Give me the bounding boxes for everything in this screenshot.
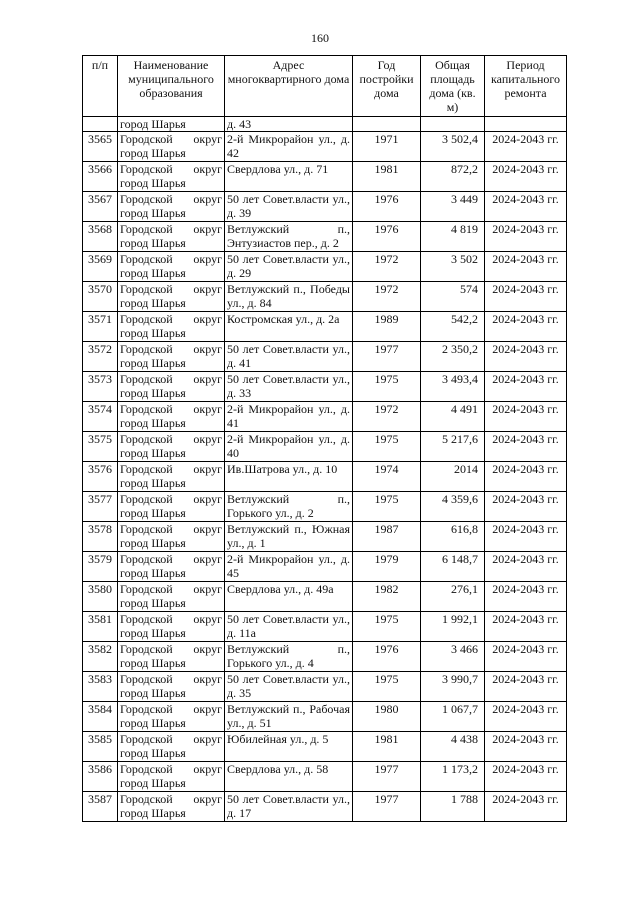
- cell-num: 3586: [83, 762, 118, 792]
- cell-municipality: Городской округ город Шарья: [118, 642, 225, 672]
- cell-address: Ив.Шатрова ул., д. 10: [225, 462, 353, 492]
- cell-municipality: Городской округ город Шарья: [118, 252, 225, 282]
- cell-year: 1979: [353, 552, 421, 582]
- table-row: [83, 192, 567, 222]
- cell-address: Ветлужский п., Южная ул., д. 1: [225, 522, 353, 552]
- cell-area: 3 493,4: [421, 372, 485, 402]
- cell-address: Юбилейная ул., д. 5: [225, 732, 353, 762]
- table-row: [83, 762, 567, 792]
- cell-area: 3 466: [421, 642, 485, 672]
- table-row: [83, 372, 567, 402]
- cell-year: 1977: [353, 762, 421, 792]
- table-row: [83, 132, 567, 162]
- cell-area: 6 148,7: [421, 552, 485, 582]
- cell-municipality: Городской округ город Шарья: [118, 282, 225, 312]
- cell-address: 2-й Микрорайон ул., д. 45: [225, 552, 353, 582]
- table-row: [83, 162, 567, 192]
- cell-period: 2024-2043 гг.: [485, 162, 567, 192]
- cell-year: 1976: [353, 192, 421, 222]
- cell-area: 542,2: [421, 312, 485, 342]
- page-number: 160: [311, 31, 329, 45]
- cell-area: 2 350,2: [421, 342, 485, 372]
- cell-area: 4 819: [421, 222, 485, 252]
- cell-num: 3573: [83, 372, 118, 402]
- cell-address: 50 лет Совет.власти ул., д. 11а: [225, 612, 353, 642]
- cell-period: 2024-2043 гг.: [485, 252, 567, 282]
- cell-address: 50 лет Совет.власти ул., д. 17: [225, 792, 353, 822]
- table-row: [83, 402, 567, 432]
- cell-num: 3580: [83, 582, 118, 612]
- housing-registry-table: [82, 55, 567, 822]
- cell-municipality: Городской округ город Шарья: [118, 792, 225, 822]
- cell-municipality: Городской округ город Шарья: [118, 192, 225, 222]
- cell-period: 2024-2043 гг.: [485, 792, 567, 822]
- cell-area: 1 173,2: [421, 762, 485, 792]
- cell-period: 2024-2043 гг.: [485, 642, 567, 672]
- table-row: [83, 552, 567, 582]
- table-row: [83, 642, 567, 672]
- cell-period: [485, 117, 567, 132]
- cell-municipality: Городской округ город Шарья: [118, 582, 225, 612]
- cell-num: 3583: [83, 672, 118, 702]
- cell-area: 4 491: [421, 402, 485, 432]
- cell-period: 2024-2043 гг.: [485, 612, 567, 642]
- cell-address: Костромская ул., д. 2а: [225, 312, 353, 342]
- cell-year: 1981: [353, 162, 421, 192]
- cell-num: 3572: [83, 342, 118, 372]
- cell-address: 2-й Микрорайон ул., д. 40: [225, 432, 353, 462]
- header-num: п/п: [83, 56, 118, 117]
- cell-num: 3581: [83, 612, 118, 642]
- cell-municipality: Городской округ город Шарья: [118, 612, 225, 642]
- cell-period: 2024-2043 гг.: [485, 732, 567, 762]
- cell-area: 1 788: [421, 792, 485, 822]
- cell-period: 2024-2043 гг.: [485, 312, 567, 342]
- cell-num: 3570: [83, 282, 118, 312]
- cell-municipality: Городской округ город Шарья: [118, 342, 225, 372]
- cell-area: 1 992,1: [421, 612, 485, 642]
- cell-municipality: Городской округ город Шарья: [118, 762, 225, 792]
- cell-municipality: Городской округ город Шарья: [118, 132, 225, 162]
- cell-area: 872,2: [421, 162, 485, 192]
- cell-area: 3 449: [421, 192, 485, 222]
- cell-area: 574: [421, 282, 485, 312]
- cell-municipality: Городской округ город Шарья: [118, 462, 225, 492]
- cell-address: Свердлова ул., д. 58: [225, 762, 353, 792]
- cell-period: 2024-2043 гг.: [485, 552, 567, 582]
- cell-municipality: Городской округ город Шарья: [118, 522, 225, 552]
- table-row: [83, 252, 567, 282]
- cell-area: 3 502: [421, 252, 485, 282]
- cell-address: Свердлова ул., д. 49а: [225, 582, 353, 612]
- cell-area: 3 990,7: [421, 672, 485, 702]
- cell-period: 2024-2043 гг.: [485, 192, 567, 222]
- cell-num: 3576: [83, 462, 118, 492]
- cell-period: 2024-2043 гг.: [485, 702, 567, 732]
- cell-period: 2024-2043 гг.: [485, 342, 567, 372]
- cell-period: 2024-2043 гг.: [485, 132, 567, 162]
- cell-address: Свердлова ул., д. 71: [225, 162, 353, 192]
- cell-year: 1976: [353, 642, 421, 672]
- cell-address: Ветлужский п., Энтузиастов пер., д. 2: [225, 222, 353, 252]
- cell-num: 3578: [83, 522, 118, 552]
- header-area: Общая площадь дома (кв. м): [421, 56, 485, 117]
- cell-period: 2024-2043 гг.: [485, 282, 567, 312]
- cell-address: Ветлужский п., Рабочая ул., д. 51: [225, 702, 353, 732]
- cell-year: 1974: [353, 462, 421, 492]
- cell-address: 50 лет Совет.власти ул., д. 41: [225, 342, 353, 372]
- cell-municipality: Городской округ город Шарья: [118, 402, 225, 432]
- cell-num: 3574: [83, 402, 118, 432]
- cell-year: 1989: [353, 312, 421, 342]
- cell-num: 3571: [83, 312, 118, 342]
- cell-municipality: город Шарья: [118, 117, 225, 132]
- cell-area: 4 359,6: [421, 492, 485, 522]
- table-row: [83, 702, 567, 732]
- table-row: [83, 582, 567, 612]
- cell-area: 3 502,4: [421, 132, 485, 162]
- table-row: [83, 612, 567, 642]
- cell-year: 1972: [353, 402, 421, 432]
- cell-num: 3567: [83, 192, 118, 222]
- cell-num: 3577: [83, 492, 118, 522]
- cell-period: 2024-2043 гг.: [485, 372, 567, 402]
- table-row: [83, 462, 567, 492]
- cell-address: д. 43: [225, 117, 353, 132]
- cell-address: 50 лет Совет.власти ул., д. 35: [225, 672, 353, 702]
- cell-year: 1975: [353, 492, 421, 522]
- table-row: [83, 792, 567, 822]
- cell-address: Ветлужский п., Победы ул., д. 84: [225, 282, 353, 312]
- table-row: [83, 312, 567, 342]
- cell-num: 3585: [83, 732, 118, 762]
- cell-municipality: Городской округ город Шарья: [118, 312, 225, 342]
- cell-year: 1987: [353, 522, 421, 552]
- cell-year: 1975: [353, 432, 421, 462]
- table-row-continuation: [83, 117, 567, 132]
- cell-year: 1975: [353, 672, 421, 702]
- cell-period: 2024-2043 гг.: [485, 402, 567, 432]
- cell-address: Ветлужский п., Горького ул., д. 4: [225, 642, 353, 672]
- header-municipality: Наименование муниципального образования: [118, 56, 225, 117]
- cell-year: 1977: [353, 342, 421, 372]
- cell-municipality: Городской округ город Шарья: [118, 492, 225, 522]
- cell-year: 1972: [353, 282, 421, 312]
- cell-municipality: Городской округ город Шарья: [118, 432, 225, 462]
- cell-address: Ветлужский п., Горького ул., д. 2: [225, 492, 353, 522]
- cell-num: 3566: [83, 162, 118, 192]
- table-row: [83, 432, 567, 462]
- cell-municipality: Городской округ город Шарья: [118, 672, 225, 702]
- cell-year: [353, 117, 421, 132]
- cell-num: 3579: [83, 552, 118, 582]
- table-row: [83, 492, 567, 522]
- cell-num: 3575: [83, 432, 118, 462]
- cell-address: 2-й Микрорайон ул., д. 42: [225, 132, 353, 162]
- cell-year: 1977: [353, 792, 421, 822]
- cell-year: 1976: [353, 222, 421, 252]
- table-body: [83, 117, 567, 822]
- cell-period: 2024-2043 гг.: [485, 522, 567, 552]
- cell-area: 616,8: [421, 522, 485, 552]
- cell-period: 2024-2043 гг.: [485, 672, 567, 702]
- table-header: [83, 56, 567, 117]
- cell-period: 2024-2043 гг.: [485, 492, 567, 522]
- cell-address: 2-й Микрорайон ул., д. 41: [225, 402, 353, 432]
- cell-period: 2024-2043 гг.: [485, 762, 567, 792]
- cell-municipality: Городской округ город Шарья: [118, 732, 225, 762]
- cell-year: 1982: [353, 582, 421, 612]
- cell-num: 3569: [83, 252, 118, 282]
- header-period: Период капитального ремонта: [485, 56, 567, 117]
- cell-period: 2024-2043 гг.: [485, 432, 567, 462]
- header-year: Год постройки дома: [353, 56, 421, 117]
- cell-address: 50 лет Совет.власти ул., д. 33: [225, 372, 353, 402]
- cell-period: 2024-2043 гг.: [485, 222, 567, 252]
- cell-municipality: Городской округ город Шарья: [118, 702, 225, 732]
- table-row: [83, 522, 567, 552]
- cell-period: 2024-2043 гг.: [485, 462, 567, 492]
- cell-address: 50 лет Совет.власти ул., д. 29: [225, 252, 353, 282]
- cell-year: 1975: [353, 612, 421, 642]
- table-row: [83, 222, 567, 252]
- cell-municipality: Городской округ город Шарья: [118, 222, 225, 252]
- cell-area: 1 067,7: [421, 702, 485, 732]
- cell-num: 3587: [83, 792, 118, 822]
- cell-num: [83, 117, 118, 132]
- cell-municipality: Городской округ город Шарья: [118, 162, 225, 192]
- cell-year: 1980: [353, 702, 421, 732]
- cell-num: 3565: [83, 132, 118, 162]
- cell-municipality: Городской округ город Шарья: [118, 372, 225, 402]
- cell-num: 3568: [83, 222, 118, 252]
- cell-year: 1975: [353, 372, 421, 402]
- cell-year: 1981: [353, 732, 421, 762]
- table-row: [83, 342, 567, 372]
- cell-area: 5 217,6: [421, 432, 485, 462]
- cell-year: 1971: [353, 132, 421, 162]
- cell-area: [421, 117, 485, 132]
- header-address: Адрес многоквартирного дома: [225, 56, 353, 117]
- cell-area: 276,1: [421, 582, 485, 612]
- cell-num: 3584: [83, 702, 118, 732]
- cell-area: 2014: [421, 462, 485, 492]
- cell-period: 2024-2043 гг.: [485, 582, 567, 612]
- cell-year: 1972: [353, 252, 421, 282]
- cell-area: 4 438: [421, 732, 485, 762]
- table-row: [83, 732, 567, 762]
- cell-municipality: Городской округ город Шарья: [118, 552, 225, 582]
- cell-address: 50 лет Совет.власти ул., д. 39: [225, 192, 353, 222]
- cell-num: 3582: [83, 642, 118, 672]
- table-row: [83, 672, 567, 702]
- table-row: [83, 282, 567, 312]
